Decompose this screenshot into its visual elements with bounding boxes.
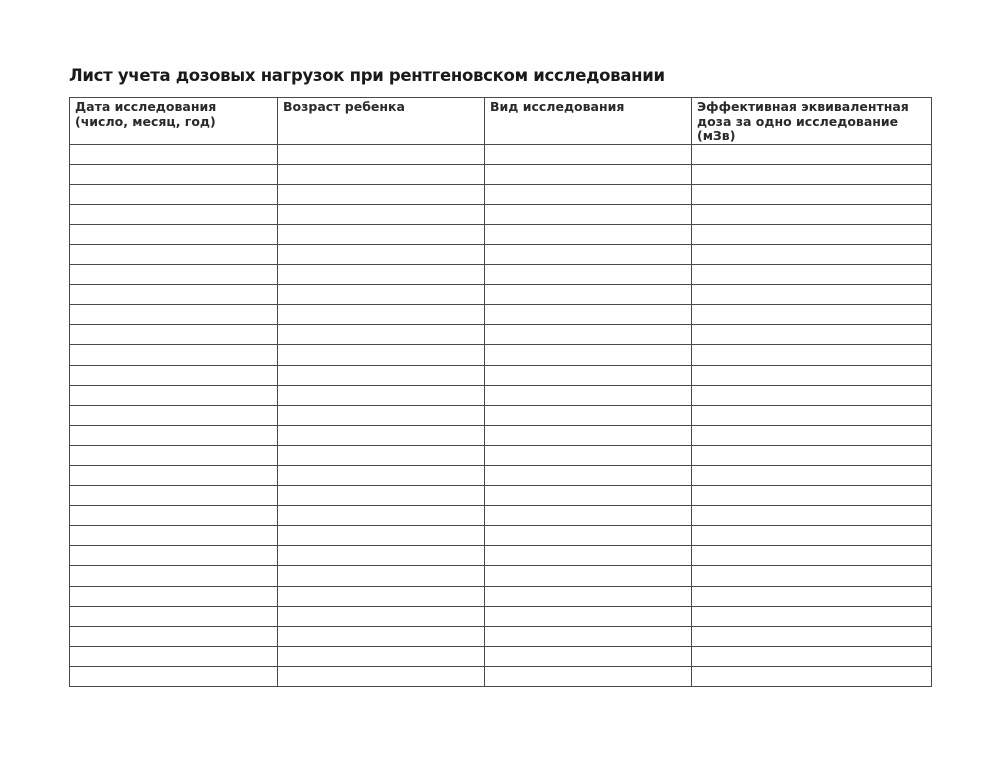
child-age-cell[interactable] (278, 445, 485, 465)
exam-type-cell[interactable] (485, 184, 692, 204)
table-row (70, 466, 932, 486)
date-cell[interactable] (70, 566, 278, 586)
date-cell[interactable] (70, 606, 278, 626)
effective-dose-cell[interactable] (692, 506, 932, 526)
date-cell[interactable] (70, 204, 278, 224)
exam-type-cell[interactable] (485, 204, 692, 224)
exam-type-cell[interactable] (485, 365, 692, 385)
table-row (70, 646, 932, 666)
child-age-cell[interactable] (278, 184, 485, 204)
table-row (70, 265, 932, 285)
table-row (70, 204, 932, 224)
table-row (70, 144, 932, 164)
effective-dose-cell[interactable] (692, 606, 932, 626)
child-age-cell[interactable] (278, 586, 485, 606)
page-title: Лист учета дозовых нагрузок при рентгеновском исследовании (69, 66, 665, 85)
effective-dose-cell[interactable] (692, 626, 932, 646)
date-cell[interactable] (70, 445, 278, 465)
exam-type-cell[interactable] (485, 305, 692, 325)
date-cell[interactable] (70, 425, 278, 445)
exam-type-cell[interactable] (485, 506, 692, 526)
table-row (70, 305, 932, 325)
exam-type-cell[interactable] (485, 425, 692, 445)
date-cell[interactable] (70, 224, 278, 244)
date-cell[interactable] (70, 305, 278, 325)
date-cell[interactable] (70, 626, 278, 646)
effective-dose-cell[interactable] (692, 445, 932, 465)
table-row (70, 546, 932, 566)
child-age-cell[interactable] (278, 204, 485, 224)
exam-type-cell[interactable] (485, 566, 692, 586)
child-age-cell[interactable] (278, 265, 485, 285)
effective-dose-cell[interactable] (692, 385, 932, 405)
exam-type-cell[interactable] (485, 486, 692, 506)
exam-type-cell[interactable] (485, 144, 692, 164)
child-age-cell[interactable] (278, 566, 485, 586)
child-age-cell[interactable] (278, 425, 485, 445)
column-header-child-age-label: Возраст ребенка (283, 99, 405, 114)
effective-dose-cell[interactable] (692, 144, 932, 164)
effective-dose-cell[interactable] (692, 365, 932, 385)
date-cell[interactable] (70, 586, 278, 606)
effective-dose-cell[interactable] (692, 586, 932, 606)
date-cell[interactable] (70, 244, 278, 264)
effective-dose-cell[interactable] (692, 305, 932, 325)
child-age-cell[interactable] (278, 646, 485, 666)
effective-dose-cell[interactable] (692, 526, 932, 546)
child-age-cell[interactable] (278, 506, 485, 526)
effective-dose-cell[interactable] (692, 244, 932, 264)
exam-type-cell[interactable] (485, 385, 692, 405)
child-age-cell[interactable] (278, 626, 485, 646)
column-header-effective-dose (692, 98, 932, 145)
table-row (70, 345, 932, 365)
effective-dose-cell[interactable] (692, 546, 932, 566)
effective-dose-cell[interactable] (692, 466, 932, 486)
date-cell[interactable] (70, 144, 278, 164)
column-header-exam-type-label: Вид исследования (490, 99, 625, 114)
date-cell[interactable] (70, 325, 278, 345)
effective-dose-cell[interactable] (692, 345, 932, 365)
date-cell[interactable] (70, 265, 278, 285)
table-row (70, 325, 932, 345)
date-cell[interactable] (70, 546, 278, 566)
table-row (70, 566, 932, 586)
child-age-cell[interactable] (278, 526, 485, 546)
effective-dose-cell[interactable] (692, 265, 932, 285)
dose-log-table (69, 97, 932, 687)
child-age-cell[interactable] (278, 606, 485, 626)
table-row (70, 606, 932, 626)
child-age-cell[interactable] (278, 405, 485, 425)
child-age-cell[interactable] (278, 305, 485, 325)
date-cell[interactable] (70, 646, 278, 666)
column-header-date-label: Дата исследования (число, месяц, год) (75, 99, 217, 129)
date-cell[interactable] (70, 405, 278, 425)
table-row (70, 526, 932, 546)
table-row (70, 385, 932, 405)
child-age-cell[interactable] (278, 666, 485, 686)
column-header-date (70, 98, 278, 145)
exam-type-cell[interactable] (485, 285, 692, 305)
exam-type-cell[interactable] (485, 345, 692, 365)
exam-type-cell[interactable] (485, 586, 692, 606)
effective-dose-cell[interactable] (692, 184, 932, 204)
exam-type-cell[interactable] (485, 646, 692, 666)
exam-type-cell[interactable] (485, 265, 692, 285)
effective-dose-cell[interactable] (692, 325, 932, 345)
exam-type-cell[interactable] (485, 164, 692, 184)
table-row (70, 405, 932, 425)
child-age-cell[interactable] (278, 325, 485, 345)
table-row (70, 365, 932, 385)
table-body (70, 144, 932, 687)
child-age-cell[interactable] (278, 365, 485, 385)
date-cell[interactable] (70, 285, 278, 305)
exam-type-cell[interactable] (485, 445, 692, 465)
effective-dose-cell[interactable] (692, 285, 932, 305)
table-row (70, 425, 932, 445)
table-row (70, 666, 932, 686)
exam-type-cell[interactable] (485, 224, 692, 244)
child-age-cell[interactable] (278, 385, 485, 405)
child-age-cell[interactable] (278, 466, 485, 486)
date-cell[interactable] (70, 184, 278, 204)
table-row (70, 244, 932, 264)
table-row (70, 285, 932, 305)
exam-type-cell[interactable] (485, 546, 692, 566)
date-cell[interactable] (70, 385, 278, 405)
child-age-cell[interactable] (278, 486, 485, 506)
date-cell[interactable] (70, 506, 278, 526)
date-cell[interactable] (70, 345, 278, 365)
table-row (70, 626, 932, 646)
exam-type-cell[interactable] (485, 606, 692, 626)
date-cell[interactable] (70, 365, 278, 385)
effective-dose-cell[interactable] (692, 666, 932, 686)
effective-dose-cell[interactable] (692, 566, 932, 586)
child-age-cell[interactable] (278, 244, 485, 264)
column-header-exam-type (485, 98, 692, 145)
effective-dose-cell[interactable] (692, 646, 932, 666)
child-age-cell[interactable] (278, 285, 485, 305)
date-cell[interactable] (70, 164, 278, 184)
date-cell[interactable] (70, 666, 278, 686)
child-age-cell[interactable] (278, 144, 485, 164)
exam-type-cell[interactable] (485, 626, 692, 646)
table-row (70, 164, 932, 184)
exam-type-cell[interactable] (485, 526, 692, 546)
effective-dose-cell[interactable] (692, 204, 932, 224)
table-header-row (70, 98, 932, 145)
exam-type-cell[interactable] (485, 325, 692, 345)
effective-dose-cell[interactable] (692, 224, 932, 244)
date-cell[interactable] (70, 526, 278, 546)
effective-dose-cell[interactable] (692, 425, 932, 445)
effective-dose-cell[interactable] (692, 164, 932, 184)
table-row (70, 445, 932, 465)
table-row (70, 506, 932, 526)
child-age-cell[interactable] (278, 224, 485, 244)
child-age-cell[interactable] (278, 546, 485, 566)
column-header-effective-dose-label: Эффективная эквивалентная доза за одно исследование (мЗв) (697, 99, 909, 143)
date-cell[interactable] (70, 466, 278, 486)
effective-dose-cell[interactable] (692, 405, 932, 425)
column-header-child-age (278, 98, 485, 145)
exam-type-cell[interactable] (485, 244, 692, 264)
table-row (70, 586, 932, 606)
child-age-cell[interactable] (278, 345, 485, 365)
exam-type-cell[interactable] (485, 666, 692, 686)
table-row (70, 224, 932, 244)
effective-dose-cell[interactable] (692, 486, 932, 506)
exam-type-cell[interactable] (485, 466, 692, 486)
table-row (70, 486, 932, 506)
child-age-cell[interactable] (278, 164, 485, 184)
date-cell[interactable] (70, 486, 278, 506)
exam-type-cell[interactable] (485, 405, 692, 425)
table-row (70, 184, 932, 204)
